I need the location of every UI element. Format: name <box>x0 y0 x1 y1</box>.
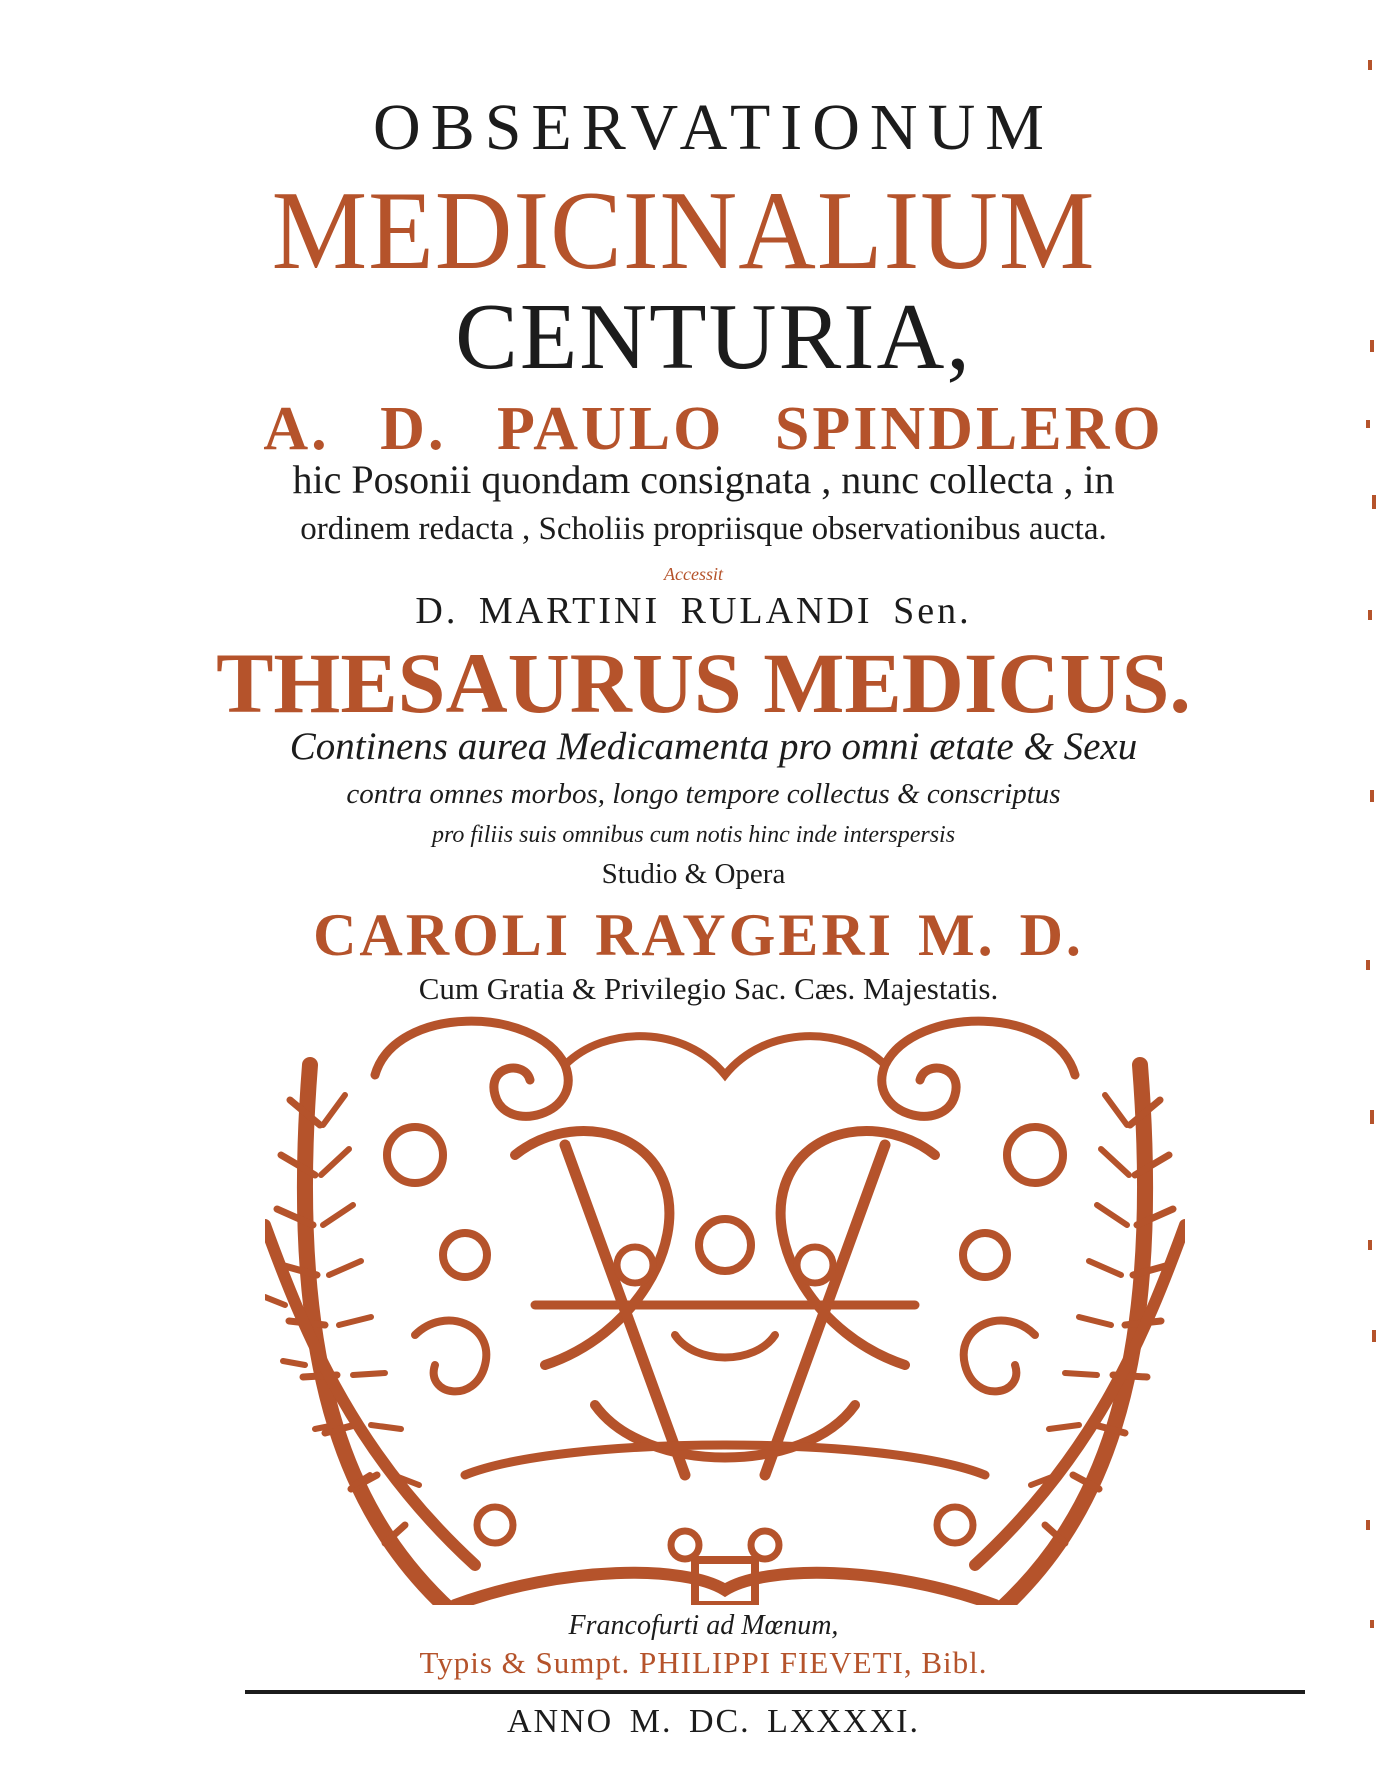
imprint-divider <box>245 1690 1305 1694</box>
title-line-thesaurus: THESAURUS MEDICUS. <box>216 635 1191 731</box>
title-line-centuria: CENTURIA, <box>455 285 972 389</box>
imprint-year: ANNO M. DC. LXXXXI. <box>507 1703 920 1740</box>
privilege-line: Cum Gratia & Privilegio Sac. Cæs. Majestatis. <box>418 971 999 1006</box>
margin-specks <box>1360 0 1387 1772</box>
subtitle-line-2: ordinem redacta , Scholiis propriisque observationibus aucta. <box>300 511 1107 547</box>
description-line-1: Continens aurea Medicamenta pro omni ætate & Sexu <box>289 725 1138 768</box>
studio-opera-line: Studio & Opera <box>601 858 786 890</box>
subtitle-line-1: hic Posonii quondam consignata , nunc collecta , in <box>292 457 1115 502</box>
author-line-spindlero: A. D. PAULO SPINDLERO <box>263 395 1164 463</box>
monogram-ornament-icon <box>265 1005 1185 1605</box>
title-line-observationum: OBSERVATIONUM <box>373 91 1054 164</box>
accessit-label: Accessit <box>664 564 723 584</box>
description-line-2: contra omnes morbos, longo tempore collectus & conscriptus <box>346 778 1061 810</box>
editor-line-raygeri: CAROLI RAYGERI M. D. <box>313 902 1084 968</box>
imprint-printer: Typis & Sumpt. PHILIPPI FIEVETI, Bibl. <box>419 1645 988 1680</box>
author-line-rulandi: D. MARTINI RULANDI Sen. <box>415 590 972 632</box>
title-line-medicinalium: MEDICINALIUM <box>271 169 1096 293</box>
description-line-3: pro filiis suis omnibus cum notis hinc inde interspersis <box>431 822 956 848</box>
imprint-place: Francofurti ad Mœnum, <box>568 1610 839 1641</box>
